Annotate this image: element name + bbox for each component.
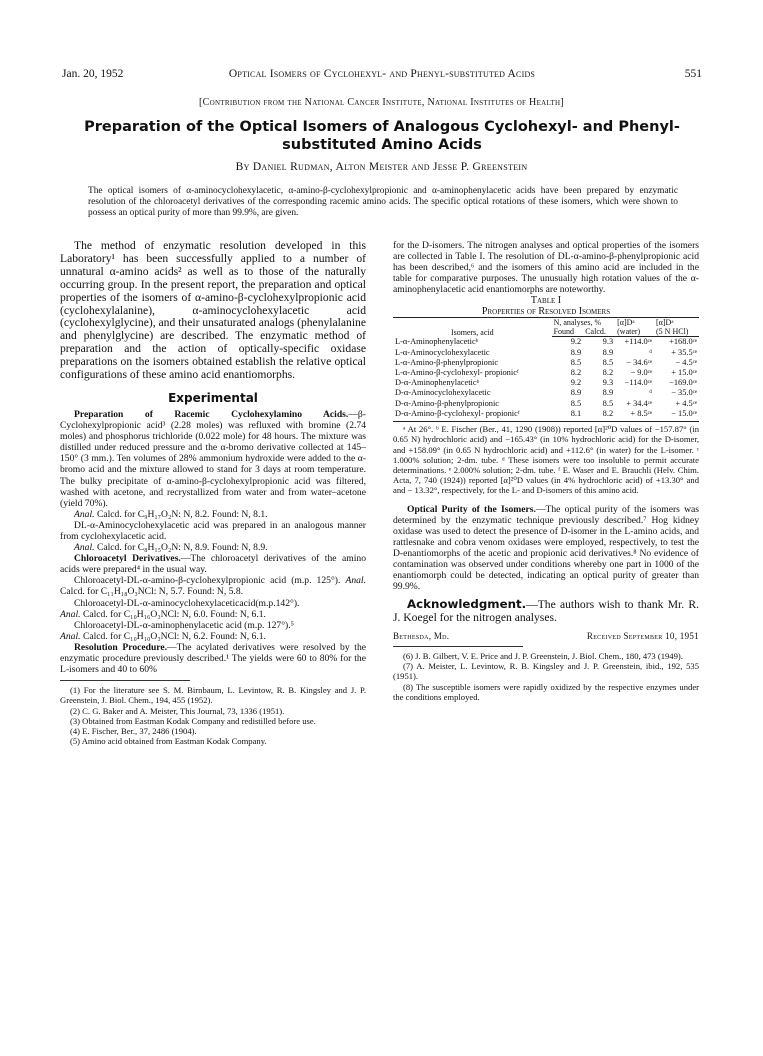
table-title: Table I (530, 295, 562, 307)
resolution-paragraph (60, 642, 366, 675)
footnote: (8) The susceptible isomers were rapidly oxidized by the respective enzymes under the conditions employed. (393, 681, 699, 702)
place-received-line (393, 631, 699, 641)
col-header-n-analyses: N, analyses, % (552, 318, 616, 328)
purity-paragraph (393, 504, 699, 593)
table-cell-water: ᵈ (649, 347, 653, 357)
footnote-rule (60, 680, 190, 681)
table-bottom-rule (393, 421, 699, 422)
table-cell-calcd: 9.3 (602, 337, 614, 347)
table-cell-found: 8.9 (570, 347, 582, 357)
acknowledgment-heading: Acknowledgment. (407, 597, 527, 612)
table-cell-found: 9.2 (570, 378, 582, 388)
acknowledgment-paragraph (393, 598, 699, 625)
col-header-rotation-water: [α]Dᵃ (615, 318, 654, 328)
purity-heading: Optical Purity of the Isomers. (407, 503, 536, 515)
table-row (393, 337, 699, 348)
chloroacetyl-paragraph (60, 553, 366, 575)
chloroacetyl-entry-2: Chloroacetyl-DL-α-aminocyclohexylaceticacid(m.p.142°). (74, 597, 300, 609)
footnote: (5) Amino acid obtained from Eastman Kodak Company. (70, 736, 267, 747)
running-header (62, 68, 702, 84)
col-header-isomers: Isomers, acid (393, 318, 552, 337)
table-cell-found: 8.1 (570, 408, 582, 418)
table-row (393, 378, 699, 388)
table-cell-calcd: 8.9 (602, 347, 614, 357)
right-column (393, 240, 699, 702)
table-row (393, 409, 699, 419)
table-row (393, 399, 699, 409)
anal-label: Anal. (60, 630, 81, 642)
table-cell-isomer: L-α-Aminocyclohexylacetic (395, 347, 490, 357)
table-cell-found: 8.9 (570, 388, 582, 398)
left-column (60, 240, 366, 746)
anal-2 (60, 542, 366, 553)
anal-text: Calcd. for C₈H₁₅O₂N: N, 8.9. Found: N, 8.9. (96, 542, 268, 554)
anal-label: Anal. (74, 542, 95, 554)
anal-label: Anal. (345, 575, 366, 587)
author-line: By Daniel Rudman, Alton Meister and Jesse P. Greenstein (235, 161, 528, 173)
table-cell-water: +114.0ᶜᵉ (624, 337, 653, 347)
table-cell-found: 8.5 (570, 357, 582, 367)
col-header-calcd: Calcd. (583, 327, 615, 337)
racemic-text: —β-Cyclohexylpropionic acid³ (2.28 moles) was refluxed with bromine (2.74 moles) and phosphorus trichloride (0.022 mole) for 48 hours. The mixture was distilled under reduced pressure and the α-bromo derivative collected at 145–150° (3 mm.). Ten volumes of 28% ammonium hydroxide were added to the α-bromo acid and the mixture allowed to stand for 3 days at room temperature. The bulky precipitate of α-amino-β-cyclohexylpropionic acid was filtered, washed with acetone, and recrystallized from water and from water–acetone (yield 70%). (60, 408, 366, 509)
table-cell-calcd: 8.2 (602, 368, 614, 378)
table-cell-hcl: − 15.0ᶜᵉ (671, 408, 697, 418)
acknowledgment-text: —The authors wish to thank Mr. R. J. Koegel for the nitrogen analyses. (393, 598, 699, 625)
table-cell-isomer: D-α-Amino-β-phenylpropionic (395, 398, 500, 408)
col-subheader-hcl: (5 N HCl) (654, 327, 699, 337)
intro-paragraph: The method of enzymatic resolution developed in this Laboratory¹ has been successfully applied to a number of unnatural α-amino acids² as well as to those of the naturally occurring group. In the present report, the preparation and optical properties of the isomers of α-amino-β-cyclohexylpropionic acid (cyclohexylalanine), α-aminocyclohexylacetic acid (cyclohexylglycine), and their unsaturated analogs (phenylalanine and phenylglycine) are described. The enzymatic method of preparation and the action of optically-specific oxidase preparations on the isomers obtained establish the relative optical configurations of these amino acid enantiomorphs. (60, 239, 366, 382)
table-cell-hcl: −169.0ᶜᵉ (669, 378, 697, 388)
table-cell-isomer: D-α-Amino-β-cyclohexyl- propionicᶠ (395, 408, 520, 418)
table-cell-isomer: L-α-Amino-β-phenylpropionic (395, 357, 499, 367)
table-row (393, 348, 699, 358)
table-cell-calcd: 9.3 (602, 378, 614, 388)
abstract: The optical isomers of α-aminocyclohexylacetic, α-amino-β-cyclohexylpropionic and α-aminophenylacetic acids have been prepared by enzymatic resolution of the chloroacetyl derivatives of the corresponding racemic amino acids. The specific optical rotations of these isomers, which were shown to possess an optical purity of more than 99.9%, are given. (88, 186, 678, 219)
table-cell-hcl: − 4.5ᶜᵉ (675, 357, 697, 367)
chloroacetyl-entry-1 (60, 575, 366, 597)
col-header-found: Found (552, 327, 584, 337)
anal-5 (60, 631, 366, 642)
contribution-line: [Contribution from the National Cancer Institute, National Institutes of Health] (199, 97, 564, 108)
table-cell-water: −114.0ᶜᵉ (624, 378, 653, 388)
anal-label: Anal. (60, 608, 81, 620)
anal-4 (60, 609, 366, 620)
table-row (393, 368, 699, 378)
page-number: 551 (684, 68, 702, 80)
issue-date: Jan. 20, 1952 (62, 68, 124, 80)
table-cell-isomer: D-α-Aminocyclohexylacetic (395, 388, 491, 398)
table-cell-hcl: + 15.0ᶜᵉ (671, 368, 697, 378)
table-row (393, 388, 699, 398)
footnote: (1) For the literature see S. M. Birnbaum, L. Levintow, R. B. Kingsley and J. P. Greenstein, J. Biol. Chem., 194, 455 (1952). (60, 685, 366, 706)
anal-text: Calcd. for C₉H₁₇O₂N: N, 8.2. Found: N, 8.1. (96, 508, 268, 520)
table-cell-calcd: 8.9 (602, 388, 614, 398)
table-cell-isomer: L-α-Aminophenylaceticᵇ (395, 337, 479, 347)
resolution-heading: Resolution Procedure. (74, 641, 168, 653)
table-cell-found: 8.5 (570, 398, 582, 408)
properties-table (393, 317, 699, 419)
anal-1 (60, 509, 366, 520)
table-cell-water: − 9.0ᶜᵉ (630, 368, 653, 378)
dl-cyclohexylacetic-paragraph: DL-α-Aminocyclohexylacetic acid was prepared in an analogous manner from cyclohexylacetic acid. (60, 519, 366, 542)
chloroacetyl-heading: Chloroacetyl Derivatives. (74, 553, 181, 565)
table-cell-hcl: + 4.5ᶜᵉ (675, 398, 697, 408)
col-header-rotation-hcl: [α]Dᵃ (654, 318, 699, 328)
table-cell-water: ᵈ (649, 388, 653, 398)
resolution-continuation: for the D-isomers. The nitrogen analyses and optical properties of the isomers are collected in Table I. The resolution of DL-α-amino-β-phenylpropionic acid has been described,⁶ and the isomers of this amino acid are included in the table for comparative purposes. The unusually high rotation values of the α-aminophenylacetic acid enantiomorphs are noteworthy. (393, 240, 699, 296)
chloroacetyl-text: —The chloroacetyl derivatives of the amino acids were prepared⁴ in the usual way. (60, 553, 366, 576)
experimental-heading: Experimental (168, 390, 258, 405)
chloroacetyl-entry-3: Chloroacetyl-DL-α-aminophenylacetic acid (m.p. 127°).⁵ (74, 619, 294, 631)
table-cell-water: + 8.5ᶜᵉ (630, 408, 653, 418)
footnote: (3) Obtained from Eastman Kodak Company and redistilled before use. (70, 715, 316, 726)
purity-text: —The optical purity of the isomers was determined by the enzymatic technique previously described.⁷ Hog kidney oxidase was used to detect the presence of D-isomer in the L-amino acids, and rattlesnake and cobra venom oxidases were employed, respectively, to test the D-enantiomorphs of the acetic and propionic acid derivatives.⁸ No evidence of contamination was observed under conditions whereby one part in 1000 of the enantiomorph could be detected, indicating an optical purity of greater than 99.9%. (393, 503, 699, 593)
anal-text: Calcd. for C₁₁H₁₈O₃NCl: N, 5.7. Found: N, 5.8. (60, 586, 244, 598)
footnote-rule (393, 646, 523, 647)
received-date: Received September 10, 1951 (586, 631, 699, 642)
anal-text: Calcd. for C₁₀H₁₆O₃NCl: N, 6.0. Found: N, 6.1. (82, 608, 266, 620)
compound-text: Chloroacetyl-DL-α-amino-β-cyclohexylpropionic acid (m.p. 125°). (74, 575, 341, 587)
resolution-text: —The acylated derivatives were resolved by the enzymatic procedure previously described.¹ The yields were 60 to 80% for the L-isomers and 40 to 60% (60, 641, 367, 676)
racemic-heading: Preparation of Racemic Cyclohexylamino Acids. (74, 408, 349, 420)
table-caption: Properties of Resolved Isomers (481, 306, 611, 318)
table-cell-found: 8.2 (570, 368, 582, 378)
table-cell-hcl: − 35.0ᶜᵉ (671, 388, 697, 398)
running-title: Optical Isomers of Cyclohexyl- and Phenyl-substituted Acids (228, 68, 536, 80)
table-cell-isomer: D-α-Aminophenylaceticᵇ (395, 378, 480, 388)
table-cell-calcd: 8.2 (602, 408, 614, 418)
racemic-paragraph (60, 409, 366, 509)
table-row (393, 358, 699, 368)
table-cell-hcl: +168.0ᶜᵉ (669, 337, 697, 347)
table-body (393, 337, 699, 419)
anal-text: Calcd. for C₁₀H₁₀O₃NCl: N, 6.2. Found: N, 6.1. (82, 630, 266, 642)
footnote: (4) E. Fischer, Ber., 37, 2486 (1904). (70, 726, 197, 737)
table-cell-found: 9.2 (570, 337, 582, 347)
col-subheader-water: (water) (615, 327, 654, 337)
table-cell-hcl: + 35.5ᶜᵉ (671, 347, 697, 357)
footnote: (6) J. B. Gilbert, V. E. Price and J. P. Greenstein, J. Biol. Chem., 180, 473 (1949). (403, 651, 683, 662)
anal-label: Anal. (74, 508, 95, 520)
table-notes: ᵃ At 26°. ᵇ E. Fischer (Ber., 41, 1290 (1908)) reported [α]²⁰D values of −157.87° (in 0.65 N) hydrochloric acid) and −165.43° (in 10% hydrochloric acid) for the D-isomer, and +158.09° (in 0.65 N hydrochloric acid) and +112.6° (in water) for the L-isomer. ᶜ 1.000% solution; 2-dm. tube. ᵈ These isomers were too insoluble to permit accurate determinations. ᵉ 2.000% solution; 2-dm. tube. ᶠ E. Waser and E. Brauchli (Helv. Chim. Acta, 7, 740 (1924)) reported [α]²⁰D values (in 4% hydrochloric acid) of +13.30° and and − 13.32°, respectively, for the L- and D-isomers of this amino acid. (393, 424, 699, 496)
article-title: Preparation of the Optical Isomers of Analogous Cyclohexyl- and Phenyl-substituted Amino Acids (84, 119, 680, 153)
table-cell-isomer: L-α-Amino-β-cyclohexyl- propionicᶠ (395, 368, 519, 378)
right-footnotes (393, 651, 699, 702)
place: Bethesda, Md. (393, 631, 450, 642)
left-footnotes (60, 685, 366, 746)
table-cell-water: + 34.4ᶜᵉ (626, 398, 653, 408)
table-cell-water: − 34.6ᶜᵉ (626, 357, 653, 367)
table-cell-calcd: 8.5 (602, 357, 614, 367)
footnote: (7) A. Meister, L. Levintow, R. B. Kingsley and J. P. Greenstein, ibid., 192, 535 (1951). (393, 661, 699, 682)
table-cell-calcd: 8.5 (602, 398, 614, 408)
footnote: (2) C. G. Baker and A. Meister, This Journal, 73, 1336 (1951). (70, 705, 285, 716)
